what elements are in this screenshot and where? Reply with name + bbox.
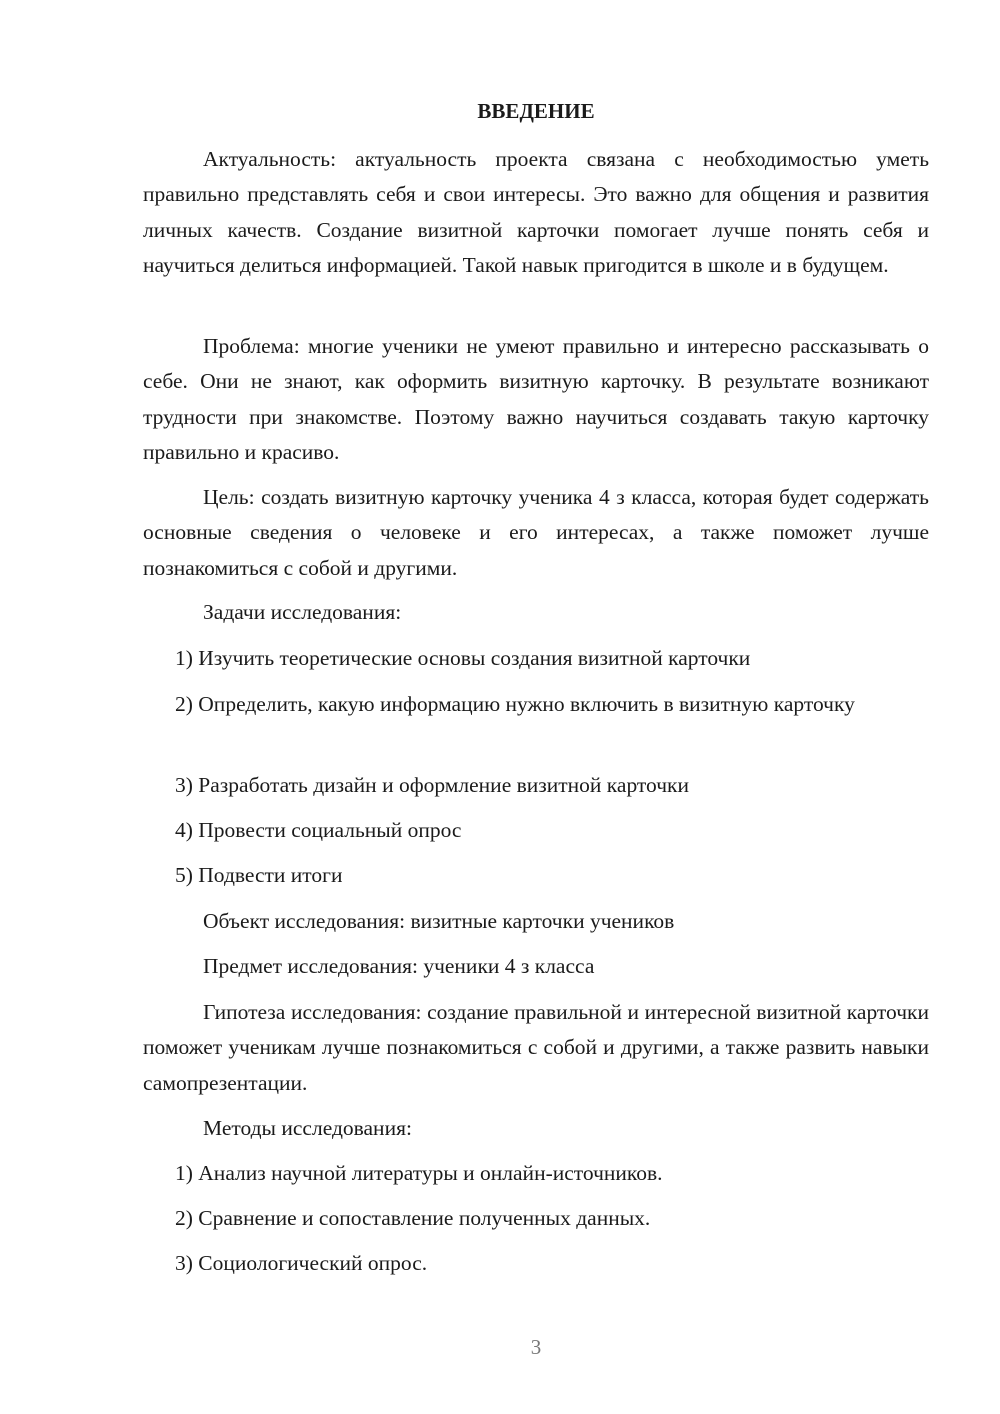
paragraph-object: Объект исследования: визитные карточки учеников (203, 909, 675, 933)
paragraph-tasks-heading: Задачи исследования: (203, 600, 402, 624)
task-item: 1) Изучить теоретические основы создания визитной карточки (175, 646, 751, 670)
page-number: 3 (530, 1335, 542, 1359)
task-item: 3) Разработать дизайн и оформление визитной карточки (175, 773, 689, 797)
task-item: 5) Подвести итоги (175, 863, 343, 887)
method-item: 3) Социологический опрос. (175, 1251, 428, 1275)
paragraph-hypothesis: Гипотеза исследования: создание правильной и интересной визитной карточки поможет ученикам лучше познакомиться с собой и другими, а также развить навыки самопрезентации. (143, 1000, 929, 1095)
paragraph-subject: Предмет исследования: ученики 4 з класса (203, 954, 595, 978)
section-title: ВВЕДЕНИЕ (477, 99, 595, 123)
paragraph-problem: Проблема: многие ученики не умеют правильно и интересно рассказывать о себе. Они не знают, как оформить визитную карточку. В результате возникают трудности при знакомстве. Поэтому важно научиться создавать такую карточку правильно и красиво. (143, 334, 929, 464)
paragraph-relevance: Актуальность: актуальность проекта связана с необходимостью уметь правильно представлять себя и свои интересы. Это важно для общения и развития личных качеств. Создание визитной карточки помогает лучше понять себя и научиться делиться информацией. Такой навык пригодится в школе и в будущем. (143, 147, 929, 277)
paragraph-goal: Цель: создать визитную карточку ученика 4 з класса, которая будет содержать основные сведения о человеке и его интересах, а также поможет лучше познакомиться с собой и другими. (143, 485, 929, 580)
task-item: 2) Определить, какую информацию нужно включить в визитную карточку (175, 692, 855, 716)
task-item: 4) Провести социальный опрос (175, 818, 462, 842)
method-item: 1) Анализ научной литературы и онлайн-источников. (175, 1161, 663, 1185)
method-item: 2) Сравнение и сопоставление полученных данных. (175, 1206, 651, 1230)
paragraph-methods-heading: Методы исследования: (203, 1116, 412, 1140)
